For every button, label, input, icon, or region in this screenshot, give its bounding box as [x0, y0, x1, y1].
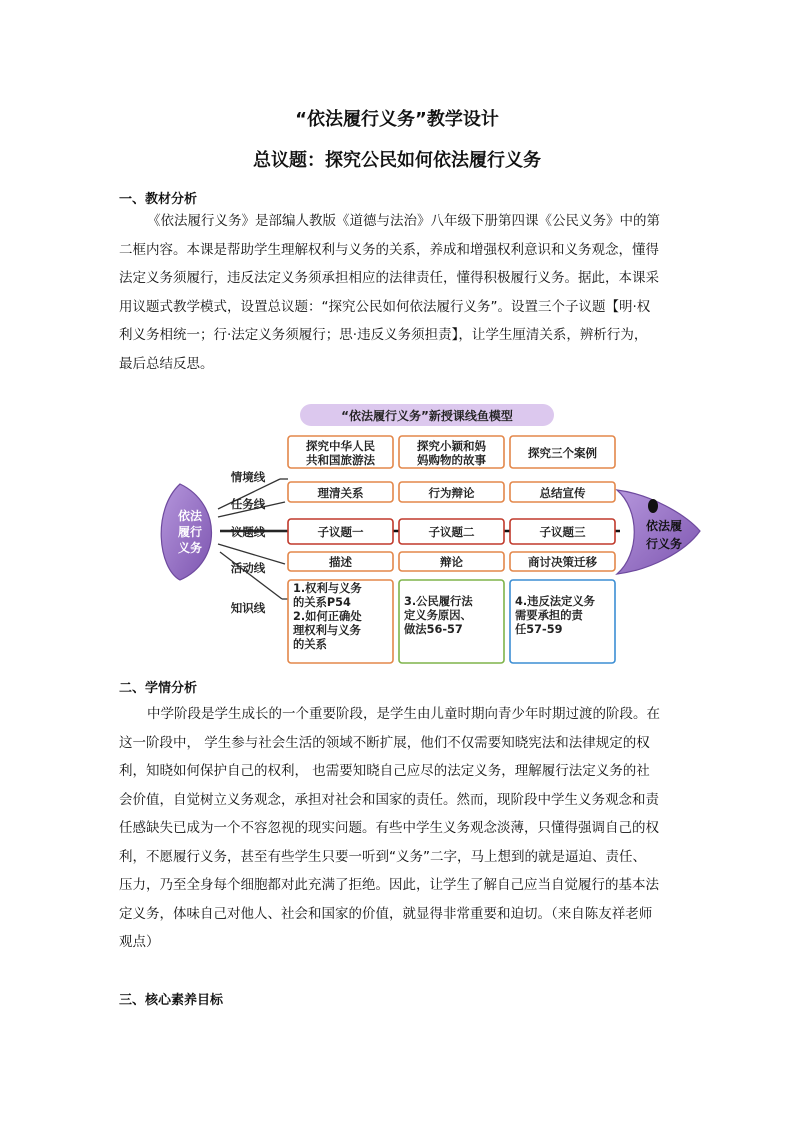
activity-text: 辩论 — [440, 555, 463, 569]
knowledge-text: 1.权利与义务 — [293, 582, 362, 595]
learners-line: 这一阶段中， 学生参与社会生活的领域不断扩展，他们不仅需要知晓宪法和法律规定的权 — [119, 734, 650, 751]
fish-head-label: 履行 — [177, 525, 203, 539]
document-title: “依法履行义务”教学设计 — [295, 109, 499, 130]
learners-line: 中学阶段是学生成长的一个重要阶段，是学生由儿童时期向青少年时期过渡的阶段。在 — [147, 706, 660, 722]
knowledge-text: 理权利与义务 — [293, 624, 361, 637]
task-text: 理清关系 — [317, 486, 364, 500]
section-paragraph-learners — [119, 700, 679, 957]
line-label: 任务线 — [230, 497, 266, 511]
fishbone-diagram — [150, 402, 720, 664]
diagram-title: “依法履行义务”新授课线鱼模型 — [341, 409, 513, 423]
fish-content — [177, 408, 682, 663]
fish-tail-label: 依法履 — [645, 519, 683, 533]
analysis-line: 利义务相统一；行·法定义务须履行；思·违反义务须担责】，让学生厘清关系，辨析行为， — [119, 327, 648, 343]
fish-rib — [220, 552, 282, 599]
fish-head-label: 依法 — [177, 509, 203, 523]
section-heading-analysis: 一、教材分析 — [119, 192, 198, 207]
section-heading-learners: 二、学情分析 — [119, 681, 198, 696]
line-label: 知识线 — [230, 601, 266, 615]
section-heading-goals: 三、核心素养目标 — [119, 993, 224, 1008]
activity-text: 商讨决策迁移 — [528, 555, 597, 569]
line-label: 情境线 — [230, 470, 266, 484]
analysis-line: 法定义务须履行，违反法定义务须承担相应的法律责任，懂得积极履行义务。据此，本课采 — [119, 270, 659, 286]
knowledge-text: 4.违反法定义务 — [515, 595, 595, 608]
analysis-line: 二框内容。本课是帮助学生理解权利与义务的关系，养成和增强权利意识和义务观念，懂得 — [119, 241, 659, 258]
situation-text: 探究三个案例 — [528, 446, 597, 460]
situation-text: 探究中华人民 — [306, 439, 375, 453]
knowledge-text: 的关系P54 — [293, 596, 351, 609]
section-paragraph-analysis — [119, 207, 679, 378]
line-label: 议题线 — [230, 525, 266, 539]
task-text: 行为辩论 — [428, 486, 475, 500]
situation-text: 妈购物的故事 — [417, 453, 486, 467]
learners-line: 压力，乃至全身每个细胞都对此充满了拒绝。因此，让学生了解自己应当自觉履行的基本法 — [119, 877, 659, 893]
analysis-line: 最后总结反思。 — [119, 355, 214, 372]
fish-tail-label: 行义务 — [645, 537, 683, 551]
line-label: 活动线 — [230, 561, 266, 575]
analysis-line: 用议题式教学模式，设置总议题：“探究公民如何依法履行义务”。设置三个子议题【明·权 — [119, 298, 651, 315]
situation-text: 共和国旅游法 — [306, 453, 375, 467]
situation-text: 探究小颖和妈 — [417, 439, 486, 453]
fish-head-label: 义务 — [177, 541, 203, 555]
learners-line: 观点） — [119, 934, 160, 950]
knowledge-text: 3.公民履行法 — [404, 595, 473, 608]
learners-line: 定义务，体味自己对他人、社会和国家的价值，就显得非常重要和迫切。（来自陈友祥老师 — [119, 905, 653, 922]
knowledge-text: 做法56-57 — [404, 623, 463, 636]
knowledge-text: 2.如何正确处 — [293, 610, 362, 623]
fish-eye — [648, 499, 658, 513]
learners-line: 会价值，自觉树立义务观念，承担对社会和国家的责任。然而，现阶段中学生义务观念和责 — [119, 791, 659, 808]
learners-line: 利，知晓如何保护自己的权利， 也需要知晓自己应尽的法定义务，理解履行法定义务的社 — [119, 763, 650, 779]
learners-line: 利，不愿履行义务，甚至有些学生只要一听到“义务”二字，马上想到的就是逼迫、责任、 — [119, 848, 646, 865]
activity-text: 描述 — [329, 555, 352, 569]
analysis-line: 《依法履行义务》是部编人教版《道德与法治》八年级下册第四课《公民义务》中的第 — [147, 213, 660, 229]
topic-text: 子议题三 — [539, 525, 586, 539]
topic-text: 子议题二 — [428, 525, 475, 539]
task-text: 总结宣传 — [539, 486, 586, 500]
learners-line: 任感缺失已成为一个不容忽视的现实问题。有些中学生义务观念淡薄，只懂得强调自己的权 — [119, 820, 659, 836]
knowledge-text: 任57-59 — [515, 623, 563, 636]
document-subtitle: 总议题：探究公民如何依法履行义务 — [253, 150, 541, 171]
knowledge-text: 的关系 — [293, 638, 327, 651]
topic-text: 子议题一 — [317, 525, 364, 539]
knowledge-text: 需要承担的责 — [515, 609, 583, 622]
knowledge-text: 定义务原因、 — [404, 609, 472, 622]
